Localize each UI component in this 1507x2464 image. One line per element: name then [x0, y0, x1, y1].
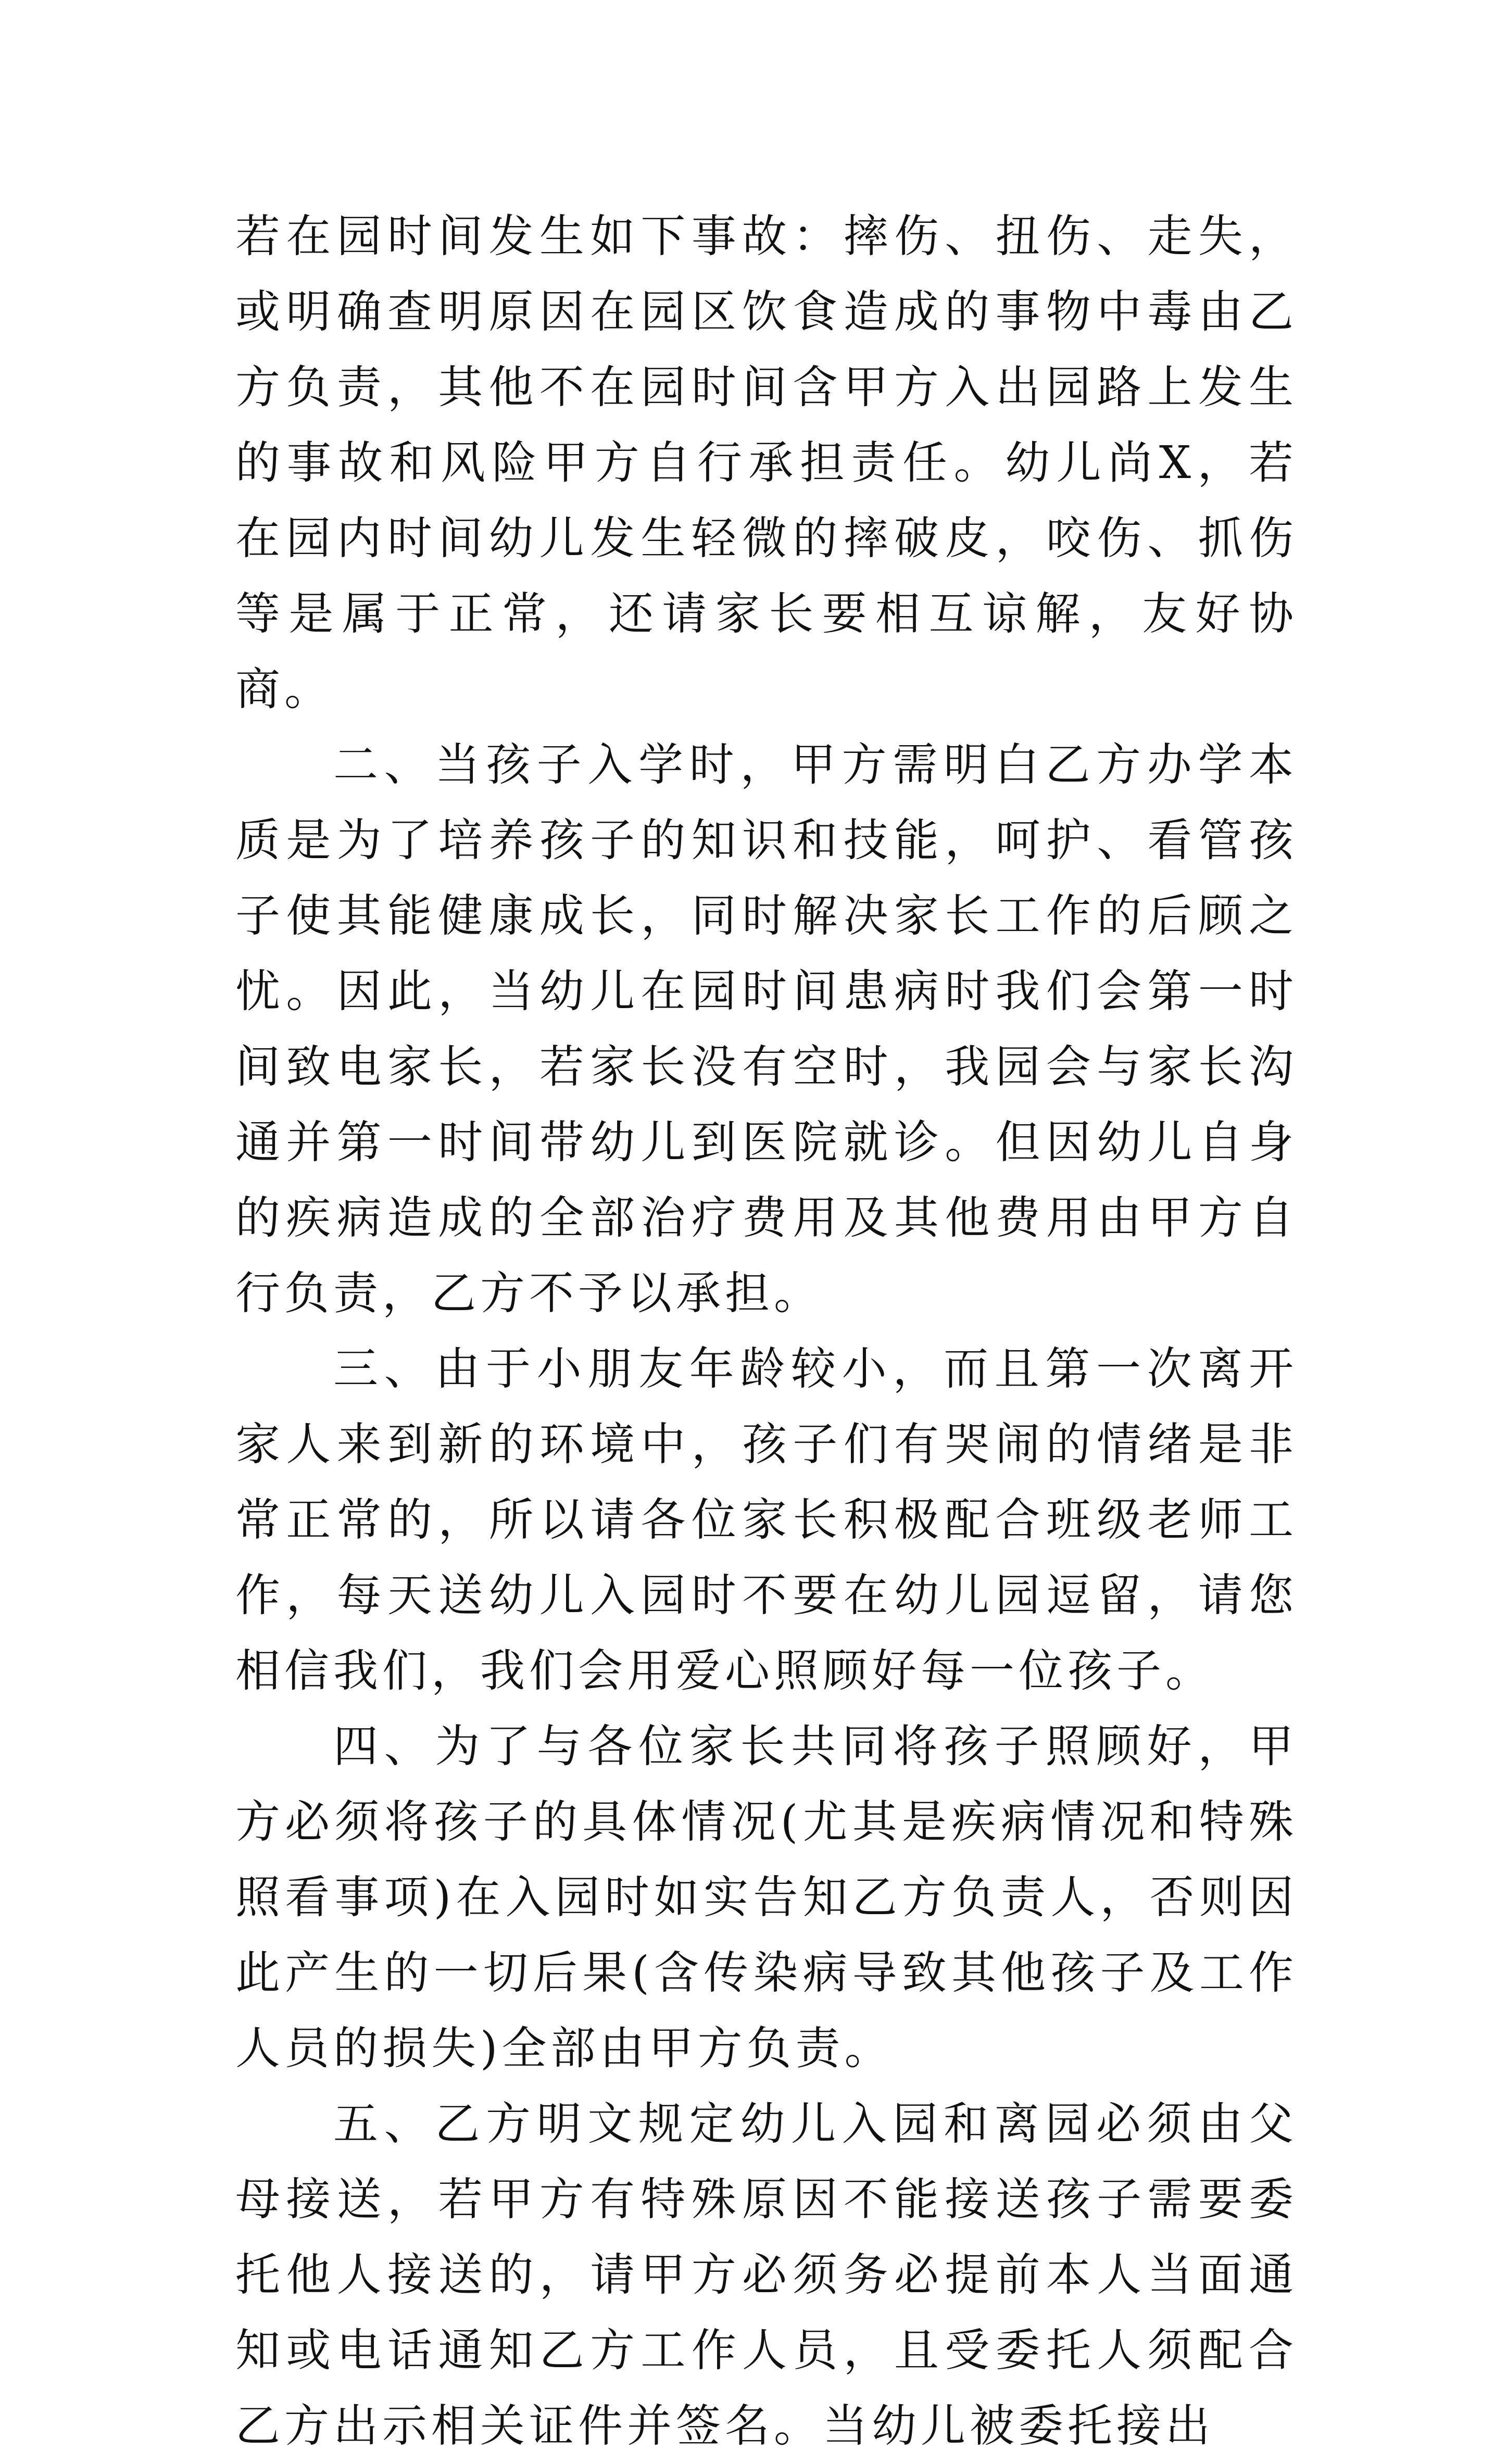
paragraph-clause-4: 四、为了与各位家长共同将孩子照顾好，甲方必须将孩子的具体情况(尤其是疾病情况和特殊照看事项)在入园时如实告知乙方负责人，否则因此产生的一切后果(含传染病导致其他孩子及工作人员的损失)全部由甲方负责。 [235, 1720, 1298, 2075]
paragraph-clause-3: 三、由于小朋友年龄较小，而且第一次离开家人来到新的环境中，孩子们有哭闹的情绪是非常正常的，所以请各位家长积极配合班级老师工作，每天送幼儿入园时不要在幼儿园逗留，请您相信我们，我们会用爱心照顾好每一位孩子。 [235, 1343, 1298, 1697]
paragraph-clause-5: 五、乙方明文规定幼儿入园和离园必须由父母接送，若甲方有特殊原因不能接送孩子需要委托他人接送的，请甲方必须务必提前本人当面通知或电话通知乙方工作人员，且受委托人须配合乙方出示相关证件并签名。当幼儿被委托接出 [235, 2098, 1298, 2452]
paragraph-continuation: 若在园时间发生如下事故：摔伤、扭伤、走失，或明确查明原因在园区饮食造成的事物中毒由乙方负责，其他不在园时间含甲方入出园路上发生的事故和风险甲方自行承担责任。幼儿尚X，若在园内时间幼儿发生轻微的摔破皮，咬伤、抓伤等是属于正常，还请家长要相互谅解，友好协商。 [235, 210, 1298, 715]
document-body [235, 199, 1298, 2464]
paragraph-clause-2: 二、当孩子入学时，甲方需明白乙方办学本质是为了培养孩子的知识和技能，呵护、看管孩子使其能健康成长，同时解决家长工作的后顾之忧。因此，当幼儿在园时间患病时我们会第一时间致电家长，若家长没有空时，我园会与家长沟通并第一时间带幼儿到医院就诊。但因幼儿自身的疾病造成的全部治疗费用及其他费用由甲方自行负责，乙方不予以承担。 [235, 739, 1298, 1319]
